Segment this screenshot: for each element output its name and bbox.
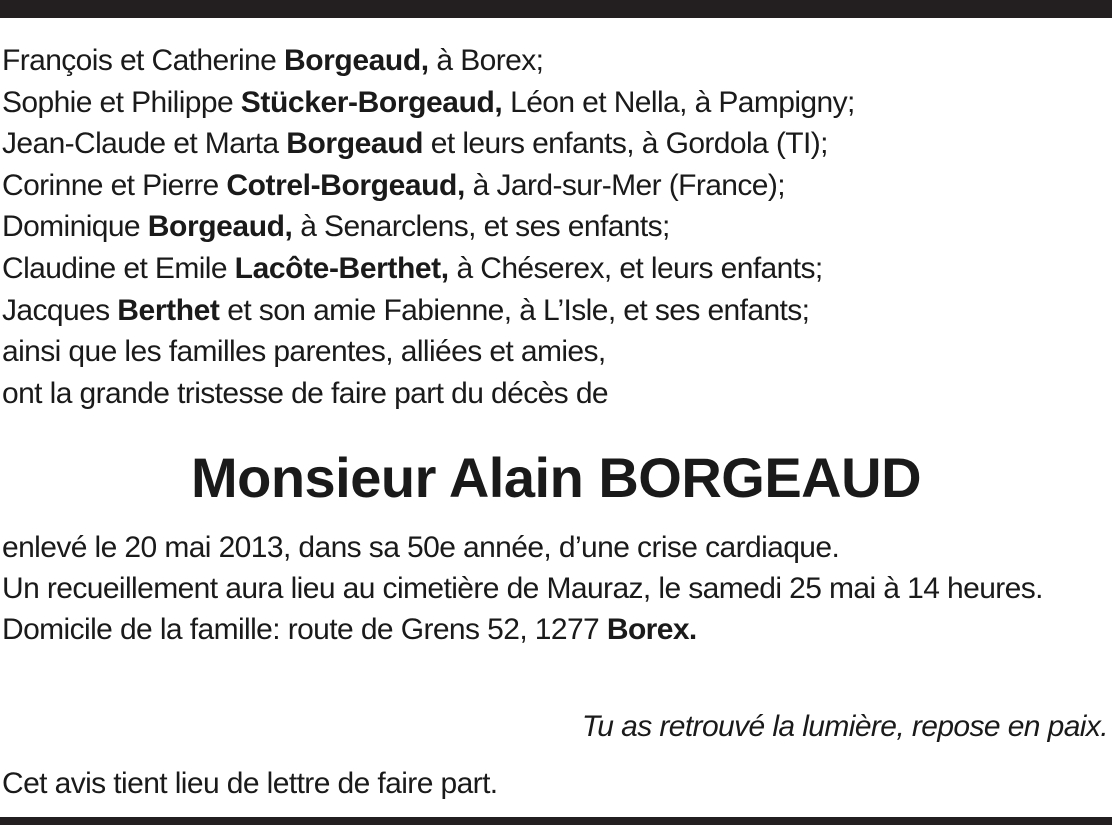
address-town: Borex.: [606, 613, 697, 646]
family-line: [2, 331, 1110, 373]
family-surname: Borgeaud,: [283, 44, 429, 77]
bottom-rule: [0, 817, 1112, 825]
deceased-name: Monsieur Alain BORGEAUD: [190, 446, 922, 509]
family-line-text: Léon et Nella, à Pampigny;: [502, 85, 855, 119]
closing-note: Cet avis tient lieu de lettre de faire part.: [2, 767, 498, 800]
family-line: [2, 40, 1110, 82]
details-block: [2, 527, 1108, 650]
family-line-text: et leurs enfants, à Gordola (TI);: [423, 127, 828, 161]
family-line-text: Dominique: [2, 210, 148, 244]
family-line-text: Jacques: [2, 293, 118, 327]
family-surname: Berthet: [117, 293, 220, 327]
family-line: [2, 82, 1110, 124]
family-line: [2, 206, 1110, 248]
family-list: [2, 40, 1110, 414]
family-line-text: Corinne et Pierre: [2, 168, 227, 202]
family-line: [2, 248, 1110, 290]
family-line: [2, 373, 1110, 415]
top-rule: [0, 0, 1112, 18]
motto: Tu as retrouvé la lumière, repose en paix.: [581, 710, 1108, 743]
death-line: enlevé le 20 mai 2013, dans sa 50e année, d’une crise cardiaque.: [2, 531, 840, 564]
family-line: [2, 123, 1110, 165]
address-text: Domicile de la famille: route de Grens 52, 1277: [2, 613, 607, 646]
family-line-text: François et Catherine: [2, 44, 284, 77]
family-line-text: à Senarclens, et ses enfants;: [292, 210, 670, 244]
family-surname: Cotrel-Borgeaud,: [226, 168, 465, 202]
family-line-text: Jean-Claude et Marta: [2, 127, 287, 161]
family-address: [2, 609, 1108, 650]
family-line: [2, 165, 1110, 207]
family-line-text: à Borex;: [428, 44, 544, 77]
family-surname: Borgeaud: [286, 127, 424, 161]
family-line-text: et son amie Fabienne, à L’Isle, et ses enfants;: [219, 293, 810, 327]
family-surname: Borgeaud,: [147, 210, 293, 244]
family-line-text: à Chéserex, et leurs enfants;: [448, 251, 823, 285]
family-surname: Lacôte-Berthet,: [234, 251, 449, 285]
family-line: [2, 290, 1110, 332]
family-line-text: Claudine et Emile: [2, 251, 235, 285]
family-line-text: ont la grande tristesse de faire part du décès de: [2, 376, 608, 410]
ceremony-info: Un recueillement aura lieu au cimetière de Mauraz, le samedi 25 mai à 14 heures.: [2, 572, 1043, 605]
family-line-text: Sophie et Philippe: [2, 85, 241, 119]
family-surname: Stücker-Borgeaud,: [240, 85, 503, 119]
family-line-text: à Jard-sur-Mer (France);: [464, 168, 785, 202]
family-line-text: ainsi que les familles parentes, alliées et amies,: [2, 335, 606, 369]
